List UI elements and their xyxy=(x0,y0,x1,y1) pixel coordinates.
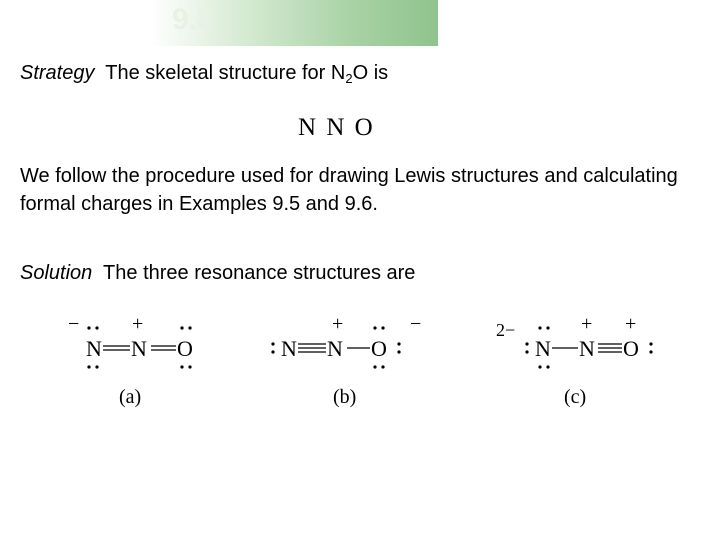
strategy-subscript: 2 xyxy=(345,71,353,86)
solution-line xyxy=(20,262,415,285)
slide-title: 9.8 xyxy=(172,3,214,36)
solution-label: Solution xyxy=(20,262,93,284)
skeletal-atom-n1: N xyxy=(298,114,317,141)
atom-a-n1: N xyxy=(86,336,102,361)
charge-b-o: − xyxy=(410,313,422,335)
atom-b-n1: N xyxy=(281,336,297,361)
caption-c: (c) xyxy=(564,386,587,408)
charge-c-n2: + xyxy=(581,313,593,335)
structure-a xyxy=(68,313,193,408)
charge-c-o: + xyxy=(625,313,637,335)
structure-c xyxy=(496,313,653,408)
atom-c-o: O xyxy=(623,336,639,361)
atom-a-o: O xyxy=(177,336,193,361)
resonance-structures xyxy=(0,300,720,420)
charge-b-n2: + xyxy=(332,313,344,335)
title-banner xyxy=(150,0,438,46)
skeletal-atom-n2: N xyxy=(326,114,345,141)
solution-text: The three resonance structures are xyxy=(103,262,416,284)
strategy-text-after: O is xyxy=(352,62,389,84)
charge-a-n2: + xyxy=(132,313,144,335)
skeletal-structure xyxy=(298,114,373,142)
atom-c-n2: N xyxy=(579,336,595,361)
atom-a-n2: N xyxy=(131,336,147,361)
atom-b-o: O xyxy=(371,336,387,361)
strategy-line xyxy=(20,62,388,85)
atom-c-n1: N xyxy=(535,336,551,361)
strategy-text-before: The skeletal structure for N xyxy=(105,62,346,84)
structure-b xyxy=(271,313,421,408)
skeletal-atom-o: O xyxy=(354,114,373,141)
charge-c-n1: 2− xyxy=(496,320,516,340)
charge-a-n1: − xyxy=(68,313,80,335)
atom-b-n2: N xyxy=(327,336,343,361)
caption-a: (a) xyxy=(119,386,142,408)
caption-b: (b) xyxy=(333,386,357,408)
strategy-label: Strategy xyxy=(20,62,95,84)
procedure-paragraph: We follow the procedure used for drawing Lewis structures and calculating formal charges in Examples 9.5 and 9.6. xyxy=(20,165,678,215)
